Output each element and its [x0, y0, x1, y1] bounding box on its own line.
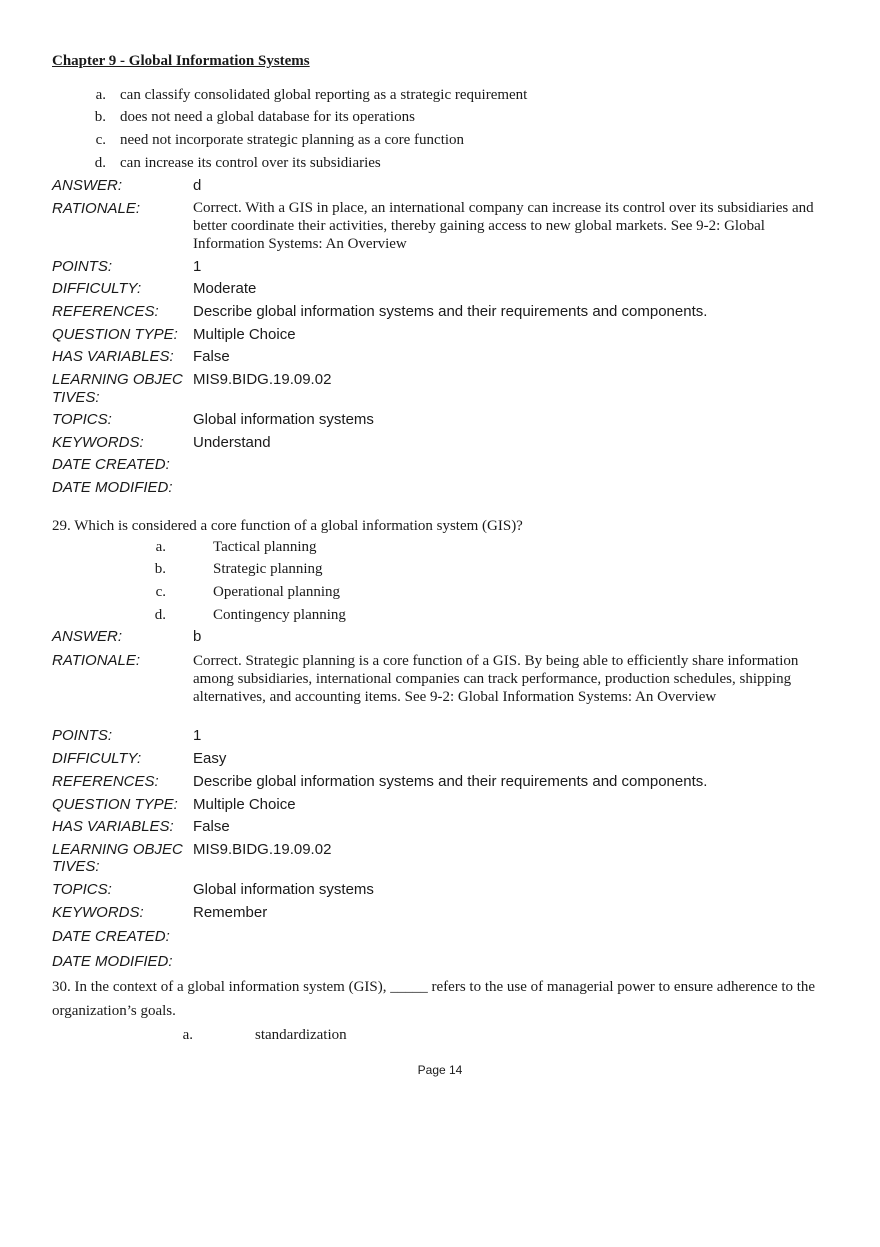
date-created-label: DATE CREATED:: [52, 456, 170, 473]
has-variables-value: False: [193, 818, 230, 835]
option-letter: a.: [182, 1027, 193, 1043]
rationale-label: RATIONALE:: [52, 200, 141, 217]
question-type-value: Multiple Choice: [193, 796, 296, 813]
option-letter: c.: [95, 132, 106, 148]
difficulty-label: DIFFICULTY:: [52, 280, 142, 297]
has-variables-value: False: [193, 348, 230, 365]
learning-objectives-label: LEARNING OBJEC: [52, 371, 183, 388]
option-letter: b.: [94, 109, 106, 125]
learning-objectives-value: MIS9.BIDG.19.09.02: [193, 371, 332, 388]
references-label: REFERENCES:: [52, 303, 159, 320]
difficulty-value: Easy: [193, 750, 227, 767]
option-text: can increase its control over its subsidiaries: [120, 155, 381, 171]
points-value: 1: [193, 727, 202, 744]
learning-objectives-value: MIS9.BIDG.19.09.02: [193, 841, 332, 858]
keywords-value: Understand: [193, 434, 271, 451]
chapter-title: Chapter 9 - Global Information Systems: [52, 53, 310, 69]
option-letter: a.: [95, 87, 106, 103]
learning-objectives-label-cont: TIVES:: [52, 858, 100, 875]
option-text: need not incorporate strategic planning as a core function: [120, 132, 465, 148]
topics-label: TOPICS:: [52, 881, 112, 898]
question-type-label: QUESTION TYPE:: [52, 796, 178, 813]
answer-value: b: [193, 628, 202, 645]
answer-value: d: [193, 177, 202, 194]
keywords-label: KEYWORDS:: [52, 434, 144, 451]
question-text: 30. In the context of a global information system (GIS), _____ refers to the use of managerial power to ensure adherence to the organization’s goals.: [52, 979, 816, 1019]
points-value: 1: [193, 258, 202, 275]
has-variables-label: HAS VARIABLES:: [52, 818, 174, 835]
rationale-label: RATIONALE:: [52, 652, 141, 669]
option-letter: d.: [154, 607, 166, 623]
rationale-text: Correct. Strategic planning is a core function of a GIS. By being able to efficiently share information among subsidiaries, international companies can track performance, production schedules, shipping alternatives, and accounting items. See 9-2: Global Information Systems: An Overview: [193, 653, 799, 705]
date-modified-label: DATE MODIFIED:: [52, 479, 173, 496]
option-text: can classify consolidated global reporting as a strategic requirement: [120, 87, 528, 103]
page-number: Page 14: [417, 1063, 463, 1077]
option-letter: d.: [94, 155, 106, 171]
keywords-label: KEYWORDS:: [52, 904, 144, 921]
answer-label: ANSWER:: [52, 177, 123, 194]
points-label: POINTS:: [52, 258, 113, 275]
option-text: Tactical planning: [213, 539, 317, 555]
option-text: standardization: [255, 1027, 347, 1043]
question-text: 29. Which is considered a core function of a global information system (GIS)?: [52, 518, 523, 534]
rationale-text: Correct. With a GIS in place, an international company can increase its control over its subsidiaries and better coordinate their activities, thereby gaining access to new global markets. See 9-2: Global Information Systems: An Overview: [193, 200, 814, 252]
option-text: Contingency planning: [213, 607, 346, 623]
option-text: does not need a global database for its operations: [120, 109, 415, 125]
references-label: REFERENCES:: [52, 773, 159, 790]
difficulty-label: DIFFICULTY:: [52, 750, 142, 767]
references-value: Describe global information systems and their requirements and components.: [193, 773, 708, 790]
topics-value: Global information systems: [193, 881, 374, 898]
has-variables-label: HAS VARIABLES:: [52, 348, 174, 365]
learning-objectives-label-cont: TIVES:: [52, 389, 100, 406]
option-letter: c.: [155, 584, 166, 600]
topics-label: TOPICS:: [52, 411, 112, 428]
date-created-label: DATE CREATED:: [52, 928, 170, 945]
option-letter: a.: [155, 539, 166, 555]
keywords-value: Remember: [193, 904, 268, 921]
option-text: Strategic planning: [213, 561, 323, 577]
references-value: Describe global information systems and their requirements and components.: [193, 303, 708, 320]
difficulty-value: Moderate: [193, 280, 257, 297]
topics-value: Global information systems: [193, 411, 374, 428]
question-type-value: Multiple Choice: [193, 326, 296, 343]
points-label: POINTS:: [52, 727, 113, 744]
learning-objectives-label: LEARNING OBJEC: [52, 841, 183, 858]
option-text: Operational planning: [213, 584, 341, 600]
date-modified-label: DATE MODIFIED:: [52, 953, 173, 970]
question-type-label: QUESTION TYPE:: [52, 326, 178, 343]
option-letter: b.: [154, 561, 166, 577]
answer-label: ANSWER:: [52, 628, 123, 645]
